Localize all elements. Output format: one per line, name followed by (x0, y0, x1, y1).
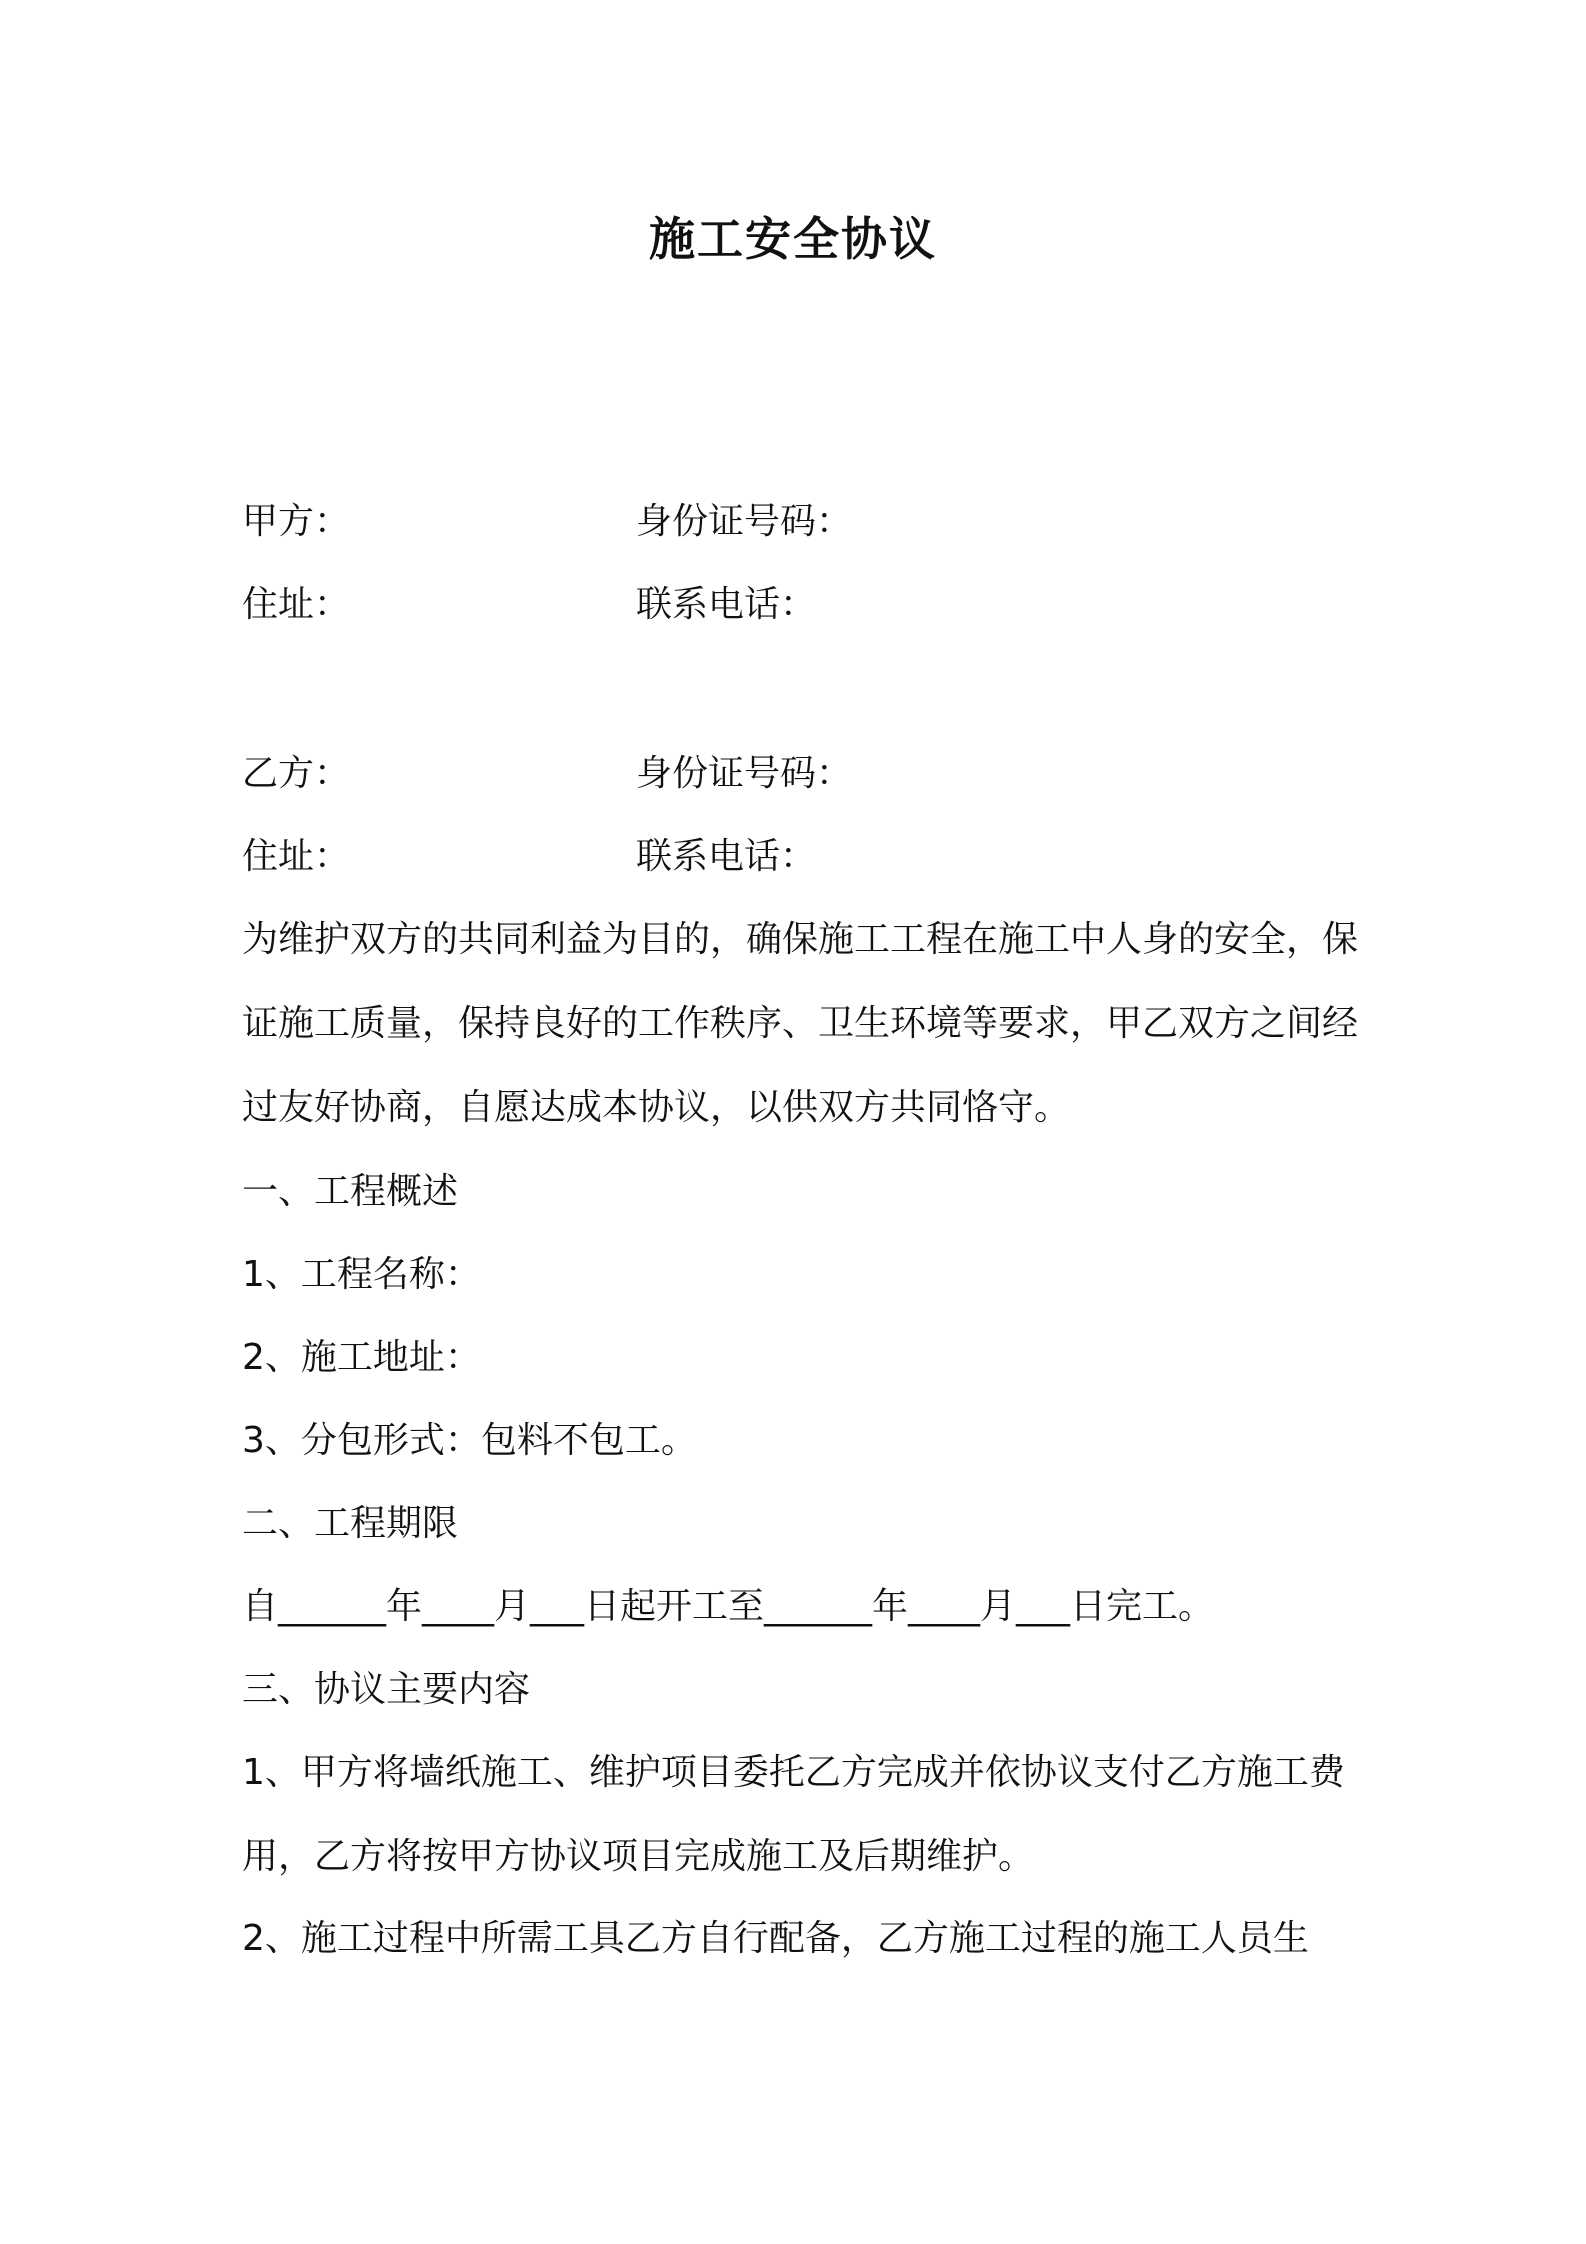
section-1-heading: 一、工程概述 (242, 1171, 459, 1212)
party-b-id-label: 身份证号码： (636, 753, 853, 794)
party-a-address-label: 住址： (242, 584, 351, 625)
intro-paragraph: 为维护双方的共同利益为目的，确保施工工程在施工中人身的安全，保证施工质量，保持良好的工作秩序、卫生环境等要求，甲乙双方之间经过友好协商，自愿达成本协议，以供双方共同恪守。 (242, 919, 1359, 1128)
document-title: 施工安全协议 (649, 212, 937, 266)
section-1-item: 2、施工地址： (242, 1337, 481, 1378)
party-a-id-label: 身份证号码： (636, 501, 853, 542)
party-a-phone-label: 联系电话： (636, 584, 817, 625)
section-3-heading: 三、协议主要内容 (242, 1669, 531, 1710)
party-a-name-label: 甲方： (242, 501, 351, 542)
party-b-name-label: 乙方： (242, 753, 351, 794)
party-b-address-label: 住址： (242, 836, 351, 877)
construction-period: 自______年____月___日起开工至______年____月___日完工。 (242, 1586, 1215, 1627)
section-2-heading: 二、工程期限 (242, 1503, 459, 1544)
section-1-item: 3、分包形式：包料不包工。 (242, 1420, 697, 1461)
party-b-phone-label: 联系电话： (636, 836, 817, 877)
section-1-item: 1、工程名称： (242, 1254, 481, 1295)
section-3-item: 2、施工过程中所需工具乙方自行配备，乙方施工过程的施工人员生 (242, 1918, 1309, 1959)
section-3-item: 1、甲方将墙纸施工、维护项目委托乙方完成并依协议支付乙方施工费用，乙方将按甲方协议项目完成施工及后期维护。 (242, 1752, 1345, 1877)
